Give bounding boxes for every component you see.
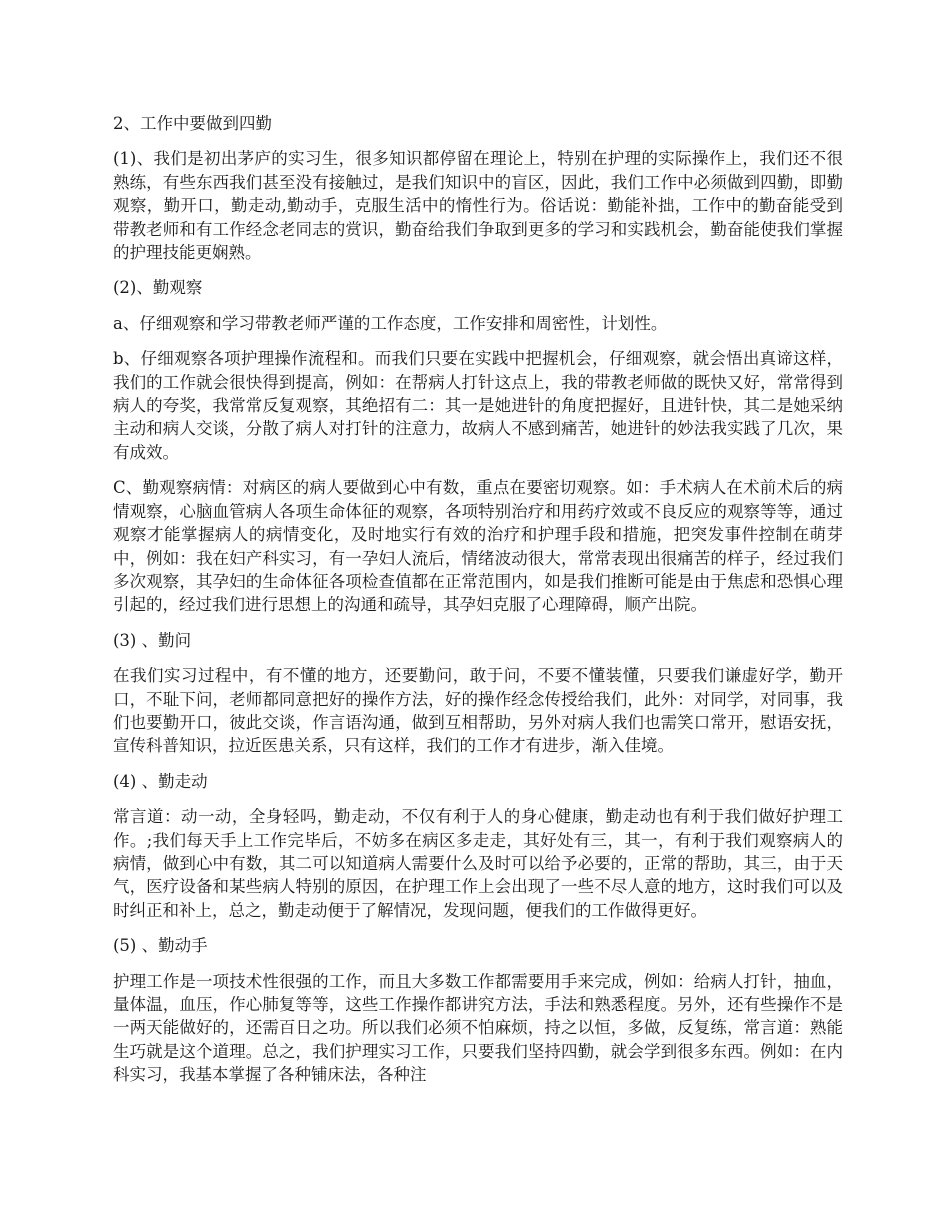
paragraph-observe-c: C、勤观察病情：对病区的病人要做到心中有数，重点在要密切观察。如：手术病人在术前术后的病情观察，心脑血管病人各项生命体征的观察，各项特别治疗和用药疗效或不良反应的观察等等，通过观察才能掌握病人的病情变化，及时地实行有效的治疗和护理手段和措施，把突发事件控制在萌芽中，例如：我在妇产科实习，有一孕妇人流后，情绪波动很大，常常表现出很痛苦的样子，经过我们多次观察，其孕妇的生命体征各项检查值都在正常范围内，如是我们推断可能是由于焦虑和恐惧心理引起的，经过我们进行思想上的沟通和疏导，其孕妇克服了心理障碍，顺产出院。	[113, 478, 843, 615]
subheading-hands: (5) 、勤动手	[113, 936, 208, 956]
document-body	[113, 112, 843, 1099]
paragraph-walk: 常言道：动一动，全身轻吗，勤走动，不仅有利于人的身心健康，勤走动也有利于我们做好护理工作。;我们每天手上工作完毕后，不妨多在病区多走走，其好处有三，其一，有利于我们观察病人的病情，做到心中有数，其二可以知道病人需要什么及时可以给予必要的，正常的帮助，其三，由于天气，医疗设备和某些病人特别的原因，在护理工作上会出现了一些不尽人意的地方，这时我们可以及时纠正和补上，总之，勤走动便于了解情况，发现问题，便我们的工作做得更好。	[113, 807, 843, 920]
section-heading: 2、工作中要做到四勤	[113, 114, 272, 133]
subheading-ask: (3) 、勤问	[113, 630, 192, 650]
paragraph-hands: 护理工作是一项技术性很强的工作，而且大多数工作都需要用手来完成，例如：给病人打针，抽血，量体温，血压，作心肺复等等，这些工作操作都讲究方法，手法和熟悉程度。另外，还有些操作不是一两天能做好的，还需百日之功。所以我们必须不怕麻烦，持之以恒，多做，反复练，常言道：熟能生巧就是这个道理。总之，我们护理实习工作，只要我们坚持四勤，就会学到很多东西。例如：在内科实习，我基本掌握了各种铺床法，各种注	[113, 971, 843, 1085]
paragraph-point-1: (1)、我们是初出茅庐的实习生，很多知识都停留在理论上，特别在护理的实际操作上，我们还不很熟练，有些东西我们甚至没有接触过，是我们知识中的盲区，因此，我们工作中必须做到四勤，即勤观察，勤开口，勤走动,勤动手，克服生活中的惰性行为。俗话说：勤能补拙，工作中的勤奋能受到带教老师和有工作经念老同志的赏识，勤奋给我们争取到更多的学习和实践机会，勤奋能使我们掌握的护理技能更娴熟。	[113, 149, 843, 263]
paragraph-ask: 在我们实习过程中，有不懂的地方，还要勤问，敢于问，不要不懂装懂，只要我们谦虚好学，勤开口，不耻下问，老师都同意把好的操作方法，好的操作经念传授给我们，此外：对同学，对同事，我们也要勤开口，彼此交谈，作言语沟通，做到互相帮助，另外对病人我们也需笑口常开，慰语安抚，宣传科普知识，拉近医患关系，只有这样，我们的工作才有进步，渐入佳境。	[113, 666, 843, 756]
subheading-walk: (4) 、勤走动	[113, 771, 208, 791]
paragraph-observe-a: a、仔细观察和学习带教老师严谨的工作态度，工作安排和周密性，计划性。	[113, 313, 668, 333]
subheading-observe: (2)、勤观察	[113, 278, 203, 298]
paragraph-observe-b: b、仔细观察各项护理操作流程和。而我们只要在实践中把握机会，仔细观察，就会悟出真谛这样，我们的工作就会很快得到提高，例如：在帮病人打针这点上，我的带教老师做的既快又好，常常得到病人的夸奖，我常常反复观察，其绝招有二：其一是她进针的角度把握好，且进针快，其二是她采纳主动和病人交谈，分散了病人对打针的注意力，故病人不感到痛苦，她进针的妙法我实践了几次，果有成效。	[113, 349, 843, 462]
